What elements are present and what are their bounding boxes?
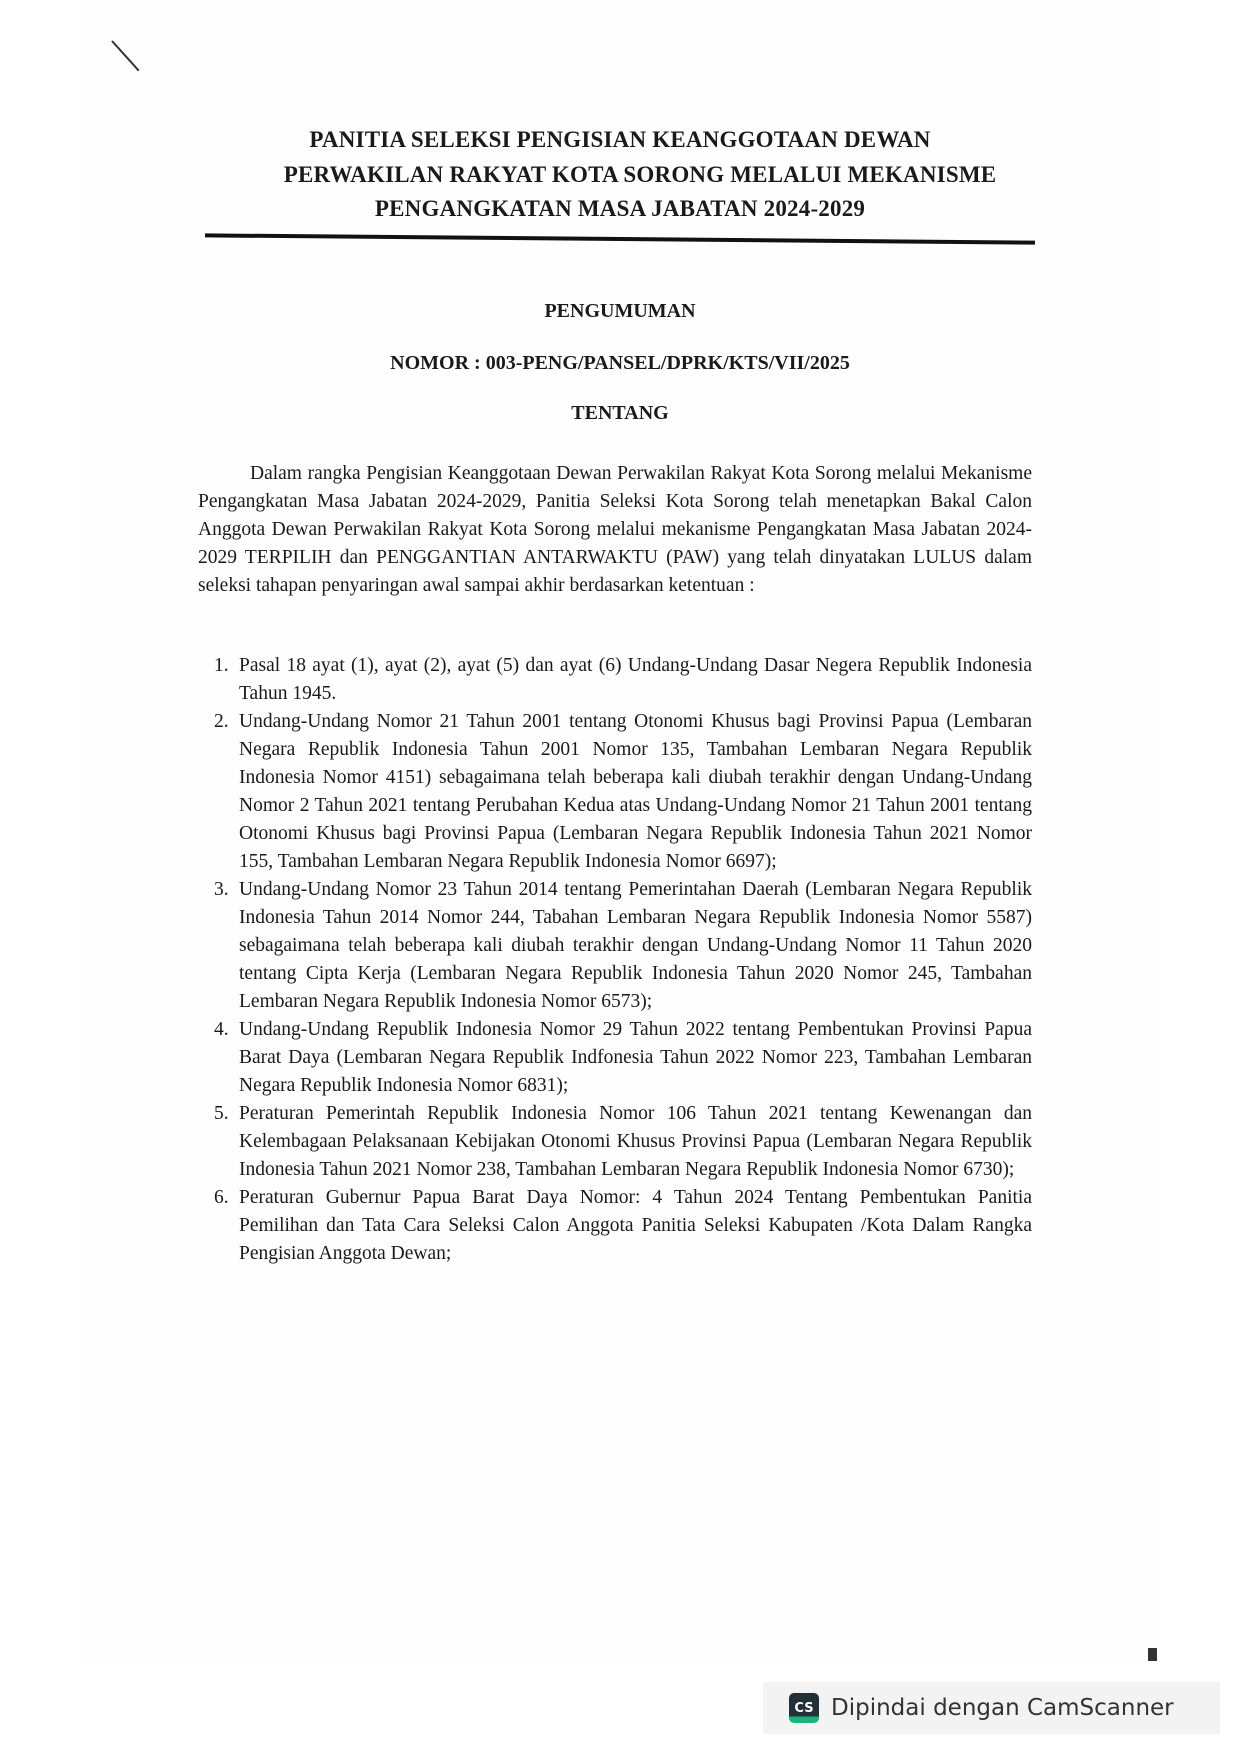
item-text: Undang-Undang Nomor 21 Tahun 2001 tentang Otonomi Khusus bagi Provinsi Papua (Lembaran Negara Republik Indonesia Tahun 2001 Nomor 135, Tambahan Lembaran Negara Republik Indonesia Nomor 4151) sebagaimana telah beberapa kali diubah terakhir dengan Undang-Undang Nomor 2 Tahun 2021 tentang Perubahan Kedua atas Undang-Undang Nomor 21 Tahun 2001 tentang Otonomi Khusus bagi Provinsi Papua (Lembaran Negara Republik Indonesia Tahun 2021 Nomor 155, Tambahan Lembaran Negara Republik Indonesia Nomor 6697); bbox=[239, 711, 1032, 872]
item-text: Undang-Undang Nomor 23 Tahun 2014 tentang Pemerintahan Daerah (Lembaran Negara Republik Indonesia Tahun 2014 Nomor 244, Tabahan Lembaran Negara Republik Indonesia Nomor 5587) sebagaimana telah beberapa kali diubah terakhir dengan Undang-Undang Nomor 11 Tahun 2020 tentang Cipta Kerja (Lembaran Negara Republik Indonesia Tahun 2020 Nomor 245, Tambahan Lembaran Negara Republik Indonesia Nomor 6573); bbox=[239, 879, 1032, 1012]
legal-basis-list bbox=[214, 652, 1032, 1268]
intro-paragraph: Dalam rangka Pengisian Keanggotaan Dewan Perwakilan Rakyat Kota Sorong melalui Mekanisme Pengangkatan Masa Jabatan 2024-2029, Panitia Seleksi Kota Sorong telah menetapkan Bakal Calon Anggota Dewan Perwakilan Rakyat Kota Sorong melalui mekanisme Pengangkatan Masa Jabatan 2024-2029 TERPILIH dan PENGGANTIAN ANTARWAKTU (PAW) yang telah dinyatakan LULUS dalam seleksi tahapan penyaringan awal sampai akhir berdasarkan ketentuan : bbox=[198, 463, 1032, 596]
item-number: 6. bbox=[214, 1187, 229, 1208]
item-text: Peraturan Pemerintah Republik Indonesia Nomor 106 Tahun 2021 tentang Kewenangan dan Kelembagaan Pelaksanaan Kebijakan Otonomi Khusus Provinsi Papua (Lembaran Negara Republik Indonesia Tahun 2021 Nomor 238, Tambahan Lembaran Negara Republik Indonesia Nomor 6730); bbox=[239, 1103, 1032, 1180]
camscanner-text: Dipindai dengan CamScanner bbox=[831, 1695, 1174, 1721]
list-item bbox=[214, 652, 1032, 708]
camscanner-watermark bbox=[763, 1682, 1220, 1734]
header-line-1: PANITIA SELEKSI PENGISIAN KEANGGOTAAN DEWAN bbox=[309, 127, 931, 152]
announcement-title: PENGUMUMAN bbox=[544, 300, 696, 322]
list-item bbox=[214, 1100, 1032, 1184]
item-number: 3. bbox=[214, 879, 229, 900]
scan-artifact bbox=[1148, 1648, 1157, 1661]
item-number: 2. bbox=[214, 711, 229, 732]
list-item bbox=[214, 876, 1032, 1016]
item-text: Peraturan Gubernur Papua Barat Daya Nomor: 4 Tahun 2024 Tentang Pembentukan Panitia Pemilihan dan Tata Cara Seleksi Calon Anggota Panitia Seleksi Kabupaten /Kota Dalam Rangka Pengisian Anggota Dewan; bbox=[239, 1187, 1032, 1264]
list-item bbox=[214, 1184, 1032, 1268]
item-text: Pasal 18 ayat (1), ayat (2), ayat (5) dan ayat (6) Undang-Undang Dasar Negera Republik Indonesia Tahun 1945. bbox=[239, 655, 1032, 704]
item-text: Undang-Undang Republik Indonesia Nomor 29 Tahun 2022 tentang Pembentukan Provinsi Papua Barat Daya (Lembaran Negara Republik Indfonesia Tahun 2022 Nomor 223, Tambahan Lembaran Negara Republik Indonesia Nomor 6831); bbox=[239, 1019, 1032, 1096]
announcement-number: NOMOR : 003-PENG/PANSEL/DPRK/KTS/VII/2025 bbox=[390, 352, 850, 374]
announcement-subject: TENTANG bbox=[571, 402, 669, 424]
header-line-2: PERWAKILAN RAKYAT KOTA SORONG MELALUI MEKANISME bbox=[283, 162, 997, 187]
list-item bbox=[214, 1016, 1032, 1100]
camscanner-logo-icon: CS bbox=[789, 1693, 819, 1723]
item-number: 4. bbox=[214, 1019, 229, 1040]
list-item bbox=[214, 708, 1032, 876]
header-line-3: PENGANGKATAN MASA JABATAN 2024-2029 bbox=[374, 196, 866, 221]
item-number: 1. bbox=[214, 655, 229, 676]
item-number: 5. bbox=[214, 1103, 229, 1124]
